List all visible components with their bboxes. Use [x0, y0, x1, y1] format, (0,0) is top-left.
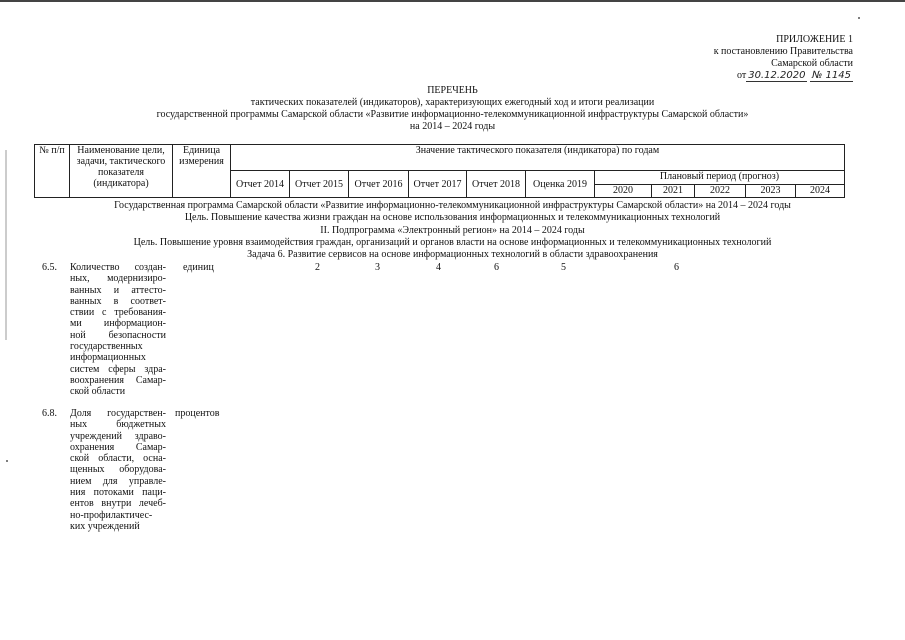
indicator-name-line: но-профилактичес-	[70, 509, 153, 521]
appendix-region: Самарской области	[771, 58, 853, 69]
doc-subtitle-1: тактических показателей (индикаторов), характеризующих ежегодный ход и итоги реализации	[250, 97, 655, 108]
indicator-name-line: ких учреждений	[70, 520, 140, 532]
indicator-name-line: нием для управле-	[70, 475, 166, 487]
report-2016: Отчет 2016	[349, 171, 409, 198]
value-report-2014: 2	[315, 262, 320, 273]
program-heading: Государственная программа Самарской области «Развитие информационно-телекоммуникационной инфраструктуры Самарской области» на 2014 – 2024 годы	[114, 200, 791, 211]
estimate-2019: Оценка 2019	[526, 171, 595, 198]
indicator-name-line: государственных	[70, 341, 143, 353]
indicator-name-line: воохранения Самар-	[70, 374, 166, 386]
indicator-name-line: учреждений здраво-	[70, 430, 166, 442]
appendix-ref: к постановлению Правительства	[713, 46, 853, 57]
indicator-name-line: ных, модернизиро-	[70, 273, 166, 285]
indicator-name-line: ствии с требования-	[70, 307, 166, 319]
scan-dot	[858, 17, 860, 19]
scan-dot	[6, 460, 8, 462]
col-unit-header: Единица измерения	[173, 145, 231, 198]
report-2015: Отчет 2015	[290, 171, 349, 198]
goal-heading-2: Цель. Повышение уровня взаимодействия граждан, организаций и органов власти на основе информационных и телекоммуникационных технологий	[133, 237, 772, 248]
indicator-name-line: охранения Самар-	[70, 441, 166, 453]
planned-period-header: Плановый период (прогноз)	[595, 171, 845, 185]
indicator-name-line: информационных	[70, 352, 146, 364]
doc-subtitle-3: на 2014 – 2024 годы	[409, 121, 496, 132]
appendix-title: ПРИЛОЖЕНИЕ 1	[776, 34, 853, 45]
appendix-block	[714, 34, 853, 82]
indicator-table-header	[34, 144, 845, 198]
indicator-name-line: ванных и аттесто-	[70, 284, 166, 296]
handwritten-number: № 1145	[811, 70, 851, 81]
row-number: 6.5.	[42, 262, 57, 273]
date-prefix: от	[736, 70, 747, 81]
indicator-name-line: систем сферы здра-	[70, 363, 166, 375]
col-num-header: № п/п	[35, 145, 70, 198]
value-report-2017: 6	[494, 262, 499, 273]
goal-heading-1: Цель. Повышение качества жизни граждан на основе использования информационных и телекоммуникационных технологий	[184, 212, 721, 223]
report-2014: Отчет 2014	[231, 171, 290, 198]
handwritten-date: 30.12.2020	[748, 70, 806, 81]
report-2018: Отчет 2018	[467, 171, 526, 198]
col-value-header: Значение тактического показателя (индикатора) по годам	[231, 145, 845, 171]
indicator-name-line: ми информацион-	[70, 318, 166, 330]
appendix-date-line	[714, 70, 853, 82]
indicator-name-line: Количество создан-	[70, 262, 166, 273]
year-2020: 2020	[595, 185, 652, 198]
row-indicator-name	[70, 408, 166, 532]
indicator-name-line: Доля государствен-	[70, 408, 166, 419]
year-2022: 2022	[695, 185, 746, 198]
subprogram-heading: II. Подпрограмма «Электронный регион» на 2014 – 2024 годы	[320, 225, 585, 236]
row-number: 6.8.	[42, 408, 57, 419]
value-report-2016: 4	[436, 262, 441, 273]
indicator-name-line: ной безопасности	[70, 329, 166, 341]
value-report-2015: 3	[375, 262, 380, 273]
year-2023: 2023	[746, 185, 796, 198]
year-2021: 2021	[652, 185, 695, 198]
indicator-name-line: ентов внутри лечеб-	[70, 498, 166, 510]
indicator-name-line: ных бюджетных	[70, 419, 166, 431]
row-indicator-name	[70, 262, 166, 398]
row-unit: единиц	[183, 262, 214, 273]
doc-subtitle-2: государственной программы Самарской области «Развитие информационно-телекоммуникационной инфраструктуры Самарской области»	[156, 109, 749, 120]
value-2020: 6	[674, 262, 679, 273]
indicator-name-line: щенных оборудова-	[70, 464, 166, 476]
task-heading: Задача 6. Развитие сервисов на основе информационных технологий в области здравоохранения	[247, 249, 658, 260]
doc-title: ПЕРЕЧЕНЬ	[427, 85, 478, 96]
scan-top-edge	[0, 0, 905, 2]
col-name-header: Наименование цели, задачи, тактического показателя (индикатора)	[70, 145, 173, 198]
indicator-name-line: ской области	[70, 386, 126, 398]
indicator-name-line: ния потоками паци-	[70, 487, 166, 499]
year-2024: 2024	[796, 185, 845, 198]
row-unit: процентов	[175, 408, 220, 419]
value-report-2018: 5	[561, 262, 566, 273]
indicator-name-line: ской области, осна-	[70, 453, 166, 465]
indicator-name-line: ванных в соответ-	[70, 295, 166, 307]
report-2017: Отчет 2017	[409, 171, 467, 198]
